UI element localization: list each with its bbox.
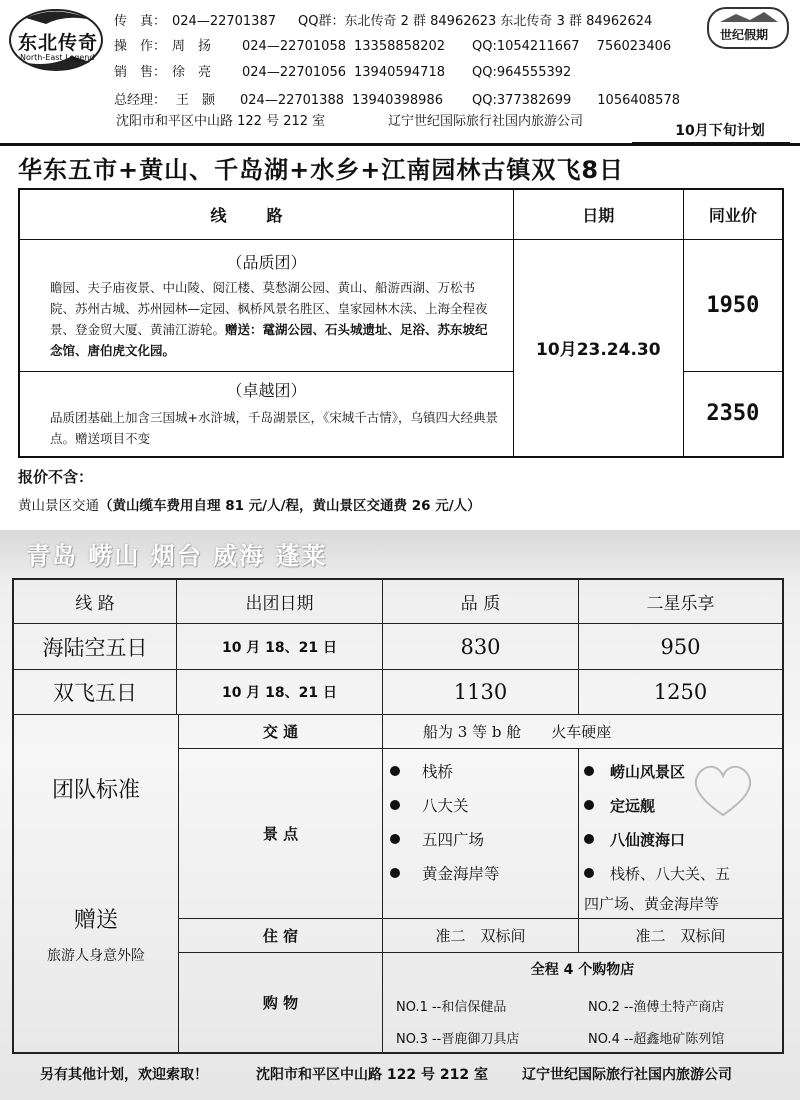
price-premium: 2350 xyxy=(683,371,783,457)
traffic-text: 船为 3 等 b 舱 火车硬座 xyxy=(423,723,612,741)
manager-qq: QQ:377382699 1056408578 xyxy=(472,93,680,108)
spot-name: 栈桥、八大关、五 xyxy=(610,865,731,883)
spots-quality-list xyxy=(390,755,500,891)
gift-text: 旅游人身意外险 xyxy=(47,948,145,964)
price-quality: 1130 xyxy=(453,680,508,704)
bullet-icon xyxy=(584,834,594,844)
price-quality: 830 xyxy=(460,634,501,659)
qq-groups: QQ群：东北传奇 2 群 84962623 东北传奇 3 群 84962624 xyxy=(298,14,653,29)
list-item xyxy=(390,857,500,891)
bullet-icon xyxy=(584,800,594,810)
shopping-label: 购 物 xyxy=(262,994,299,1012)
header-address: 沈阳市和平区中山路 122 号 212 室 xyxy=(116,114,326,129)
table-border-right xyxy=(782,578,784,1054)
tour2-table xyxy=(12,578,784,1054)
company-logo xyxy=(6,6,110,76)
spot-name: 黄金海岸等 xyxy=(422,865,500,883)
list-item xyxy=(390,823,500,857)
header-quality: 品 质 xyxy=(460,594,501,614)
price-star2: 950 xyxy=(660,634,701,659)
tour2-title: 青岛 崂山 烟台 威海 蓬莱 xyxy=(26,542,328,570)
spot-name: 八仙渡海口 xyxy=(610,831,686,849)
logo-text: 东北传奇 xyxy=(18,32,99,54)
operation-phone: 024—22701058 xyxy=(242,39,346,54)
route-name: 海陆空五日 xyxy=(42,635,148,660)
operation-qq: QQ:1054211667 756023406 xyxy=(472,39,672,54)
header-star2: 二星乐享 xyxy=(646,594,715,614)
operation-mobile: 13358858202 xyxy=(354,39,445,54)
group-premium-cell xyxy=(19,371,513,457)
route-name: 双飞五日 xyxy=(53,681,137,705)
exclusions-heading: 报价不含： xyxy=(18,468,94,486)
tour1-date: 10月23.24.30 xyxy=(513,239,683,457)
spot-name: 八大关 xyxy=(422,797,469,815)
bullet-icon xyxy=(390,766,400,776)
exclusions-line xyxy=(18,494,481,514)
price-quality: 1950 xyxy=(683,239,783,371)
sales-label: 销 售： xyxy=(114,65,167,80)
group-quality-gift: 赠送：鼋湖公园、石头城遗址、足浴、苏东坡纪念馆、唐伯虎文化园。 xyxy=(50,321,488,358)
list-item xyxy=(390,789,500,823)
sales-name: 徐 亮 xyxy=(172,65,212,80)
table-border-bottom xyxy=(12,1052,784,1054)
badge-text: 世纪假期 xyxy=(720,28,769,42)
team-standard-label: 团队标准 xyxy=(51,777,140,803)
col-divider xyxy=(382,714,383,1054)
spot-name: 五四广场 xyxy=(422,831,485,849)
gift-label: 赠送 xyxy=(73,907,118,933)
shopping-title: 全程 4 个购物店 xyxy=(530,962,635,978)
tour1-title: 华东五市+黄山、千岛湖+水乡+江南园林古镇双飞8日 xyxy=(18,156,625,184)
footer-note: 另有其他计划，欢迎索取！ xyxy=(40,1067,208,1083)
spot-name: 崂山风景区 xyxy=(610,763,686,781)
header-route: 线路 xyxy=(19,189,513,239)
header-price: 同业价 xyxy=(683,189,783,239)
manager-name: 王 颢 xyxy=(176,93,216,108)
bullet-icon xyxy=(390,834,400,844)
header-company: 辽宁世纪国际旅行社国内旅游公司 xyxy=(388,114,584,129)
plan-tag: 10月下旬计划 xyxy=(650,120,790,142)
list-item xyxy=(584,857,730,891)
sales-phone: 024—22701056 xyxy=(242,65,346,80)
group-premium-text: 品质团基础上加含三国城+水浒城，千岛湖景区，《宋城千古情》，乌镇四大经典景点。赠送项目不变 xyxy=(50,409,498,446)
bullet-icon xyxy=(584,868,594,878)
footer-address: 沈阳市和平区中山路 122 号 212 室 xyxy=(256,1067,488,1083)
sales-qq: QQ:964555392 xyxy=(472,65,572,80)
shop-item: NO.2 --渔傅土特产商店 xyxy=(588,1000,725,1015)
header-address-line xyxy=(116,110,584,129)
spot-name: 栈桥 xyxy=(422,763,454,781)
group-premium-title: （卓越团） xyxy=(226,380,307,400)
exclusions-detail: （黄山缆车费用自理 81 元/人/程，黄山景区交通费 26 元/人） xyxy=(99,498,481,514)
group-quality-itinerary xyxy=(20,273,513,367)
manager-label: 总经理： xyxy=(114,93,167,108)
operation-name: 周 扬 xyxy=(172,39,212,54)
header-departure: 出团日期 xyxy=(245,594,314,614)
footer-company: 辽宁世纪国际旅行社国内旅游公司 xyxy=(522,1067,732,1083)
list-item xyxy=(584,789,730,823)
fax-label: 传 真： xyxy=(114,14,167,29)
fax-number: 024—22701387 xyxy=(172,14,276,29)
group-quality-text: 瞻园、夫子庙夜景、中山陵、阅江楼、莫愁湖公园、黄山、船游西湖、万松书院、苏州古城、苏州园林—定园、枫桥风景名胜区、皇家园林木渎、上海全程夜景、登金贸大厦、黄浦江游轮。 xyxy=(50,279,488,337)
bullet-icon xyxy=(390,868,400,878)
bullet-icon xyxy=(390,800,400,810)
departure-dates: 10 月 18、21 日 xyxy=(221,639,338,656)
spot-name-continued: 四广场、黄金海岸等 xyxy=(584,895,720,913)
list-item xyxy=(584,823,730,857)
bullet-icon xyxy=(584,766,594,776)
manager-mobile: 13940398986 xyxy=(352,93,443,108)
header-divider xyxy=(0,143,800,146)
lodging-label: 住 宿 xyxy=(262,927,299,945)
spot-name: 定远舰 xyxy=(610,797,656,815)
departure-dates: 10 月 18、21 日 xyxy=(221,685,338,701)
manager-phone: 024—22701388 xyxy=(240,93,344,108)
group-quality-title: （品质团） xyxy=(226,252,307,272)
exclusions-text: 黄山景区交通 xyxy=(18,498,99,514)
header-route: 线 路 xyxy=(75,594,115,614)
group-quality-cell xyxy=(19,239,513,371)
list-item xyxy=(390,755,500,789)
spots-label: 景 点 xyxy=(262,825,299,843)
shop-item: NO.1 --和信保健品 xyxy=(396,1000,507,1015)
list-item xyxy=(584,755,730,789)
lodging-star2: 准二 双标间 xyxy=(635,927,726,945)
operation-label: 操 作： xyxy=(114,39,167,54)
shop-item: NO.3 --晋鹿御刀具店 xyxy=(396,1032,520,1047)
logo-subtext: North-East Legend xyxy=(20,53,95,62)
lodging-quality: 准二 双标间 xyxy=(435,927,526,945)
tour1-table xyxy=(18,188,784,458)
brand-badge xyxy=(706,6,790,50)
spots-star2-list xyxy=(584,755,730,921)
traffic-label: 交 通 xyxy=(262,723,299,741)
sales-mobile: 13940594718 xyxy=(354,65,445,80)
header-date: 日期 xyxy=(513,189,683,239)
shop-item: NO.4 --超鑫地矿陈列馆 xyxy=(588,1032,725,1047)
price-star2: 1250 xyxy=(653,680,708,704)
